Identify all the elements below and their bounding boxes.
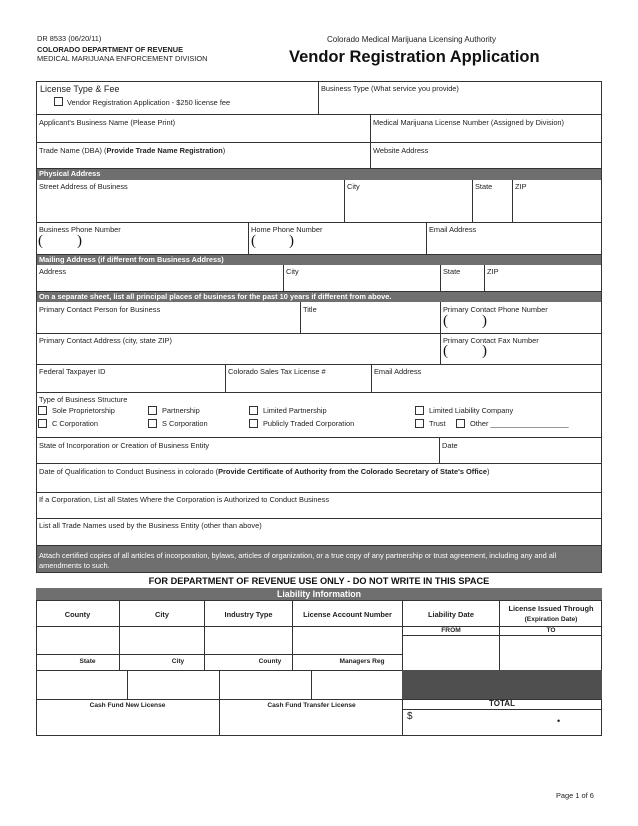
zip-field[interactable]	[513, 192, 601, 220]
cash-transfer-cell[interactable]	[220, 711, 402, 735]
licensing-authority: Colorado Medical Marijuana Licensing Authority	[327, 35, 496, 44]
title-label: Title	[303, 305, 317, 314]
decimal-dot: •	[557, 716, 561, 726]
limited-partnership-checkbox[interactable]	[249, 406, 258, 415]
taxpayer-id-label: Federal Taxpayer ID	[39, 367, 106, 376]
corp-states-label: If a Corporation, List all States Where the Corporation is Authorized to Conduct Business	[39, 495, 330, 504]
business-type-label: Business Type (What service you provide)	[321, 84, 459, 93]
corp-states-field[interactable]	[37, 505, 601, 518]
state-incorporation-label: State of Incorporation or Creation of Business Entity	[39, 441, 210, 450]
sole-proprietorship-checkbox[interactable]	[38, 406, 47, 415]
state-incorporation-field[interactable]	[37, 450, 438, 463]
mailing-city-label: City	[286, 267, 299, 276]
col-county: County	[64, 610, 91, 619]
public-corporation-checkbox[interactable]	[249, 419, 258, 428]
title-field[interactable]	[301, 315, 439, 331]
c-corporation-checkbox[interactable]	[38, 419, 47, 428]
mailing-state-field[interactable]	[441, 276, 483, 290]
state-cell[interactable]	[37, 671, 127, 699]
home-phone-field[interactable]	[300, 236, 424, 252]
sales-tax-label: Colorado Sales Tax License #	[228, 367, 326, 376]
form-title: Vendor Registration Application	[289, 48, 540, 66]
taxpayer-id-field[interactable]	[37, 377, 224, 391]
public-corporation-label: Publicly Traded Corporation	[263, 419, 355, 428]
mailing-city-field[interactable]	[284, 276, 439, 290]
contact-fax-close-paren: )	[482, 343, 487, 359]
trust-checkbox[interactable]	[415, 419, 424, 428]
trade-names-field[interactable]	[37, 531, 601, 544]
mailing-address-header: Mailing Address (if different from Business Address)	[37, 255, 601, 265]
city-cell[interactable]	[120, 627, 204, 654]
c-corporation-label: C Corporation	[52, 419, 99, 428]
trade-name-label: Trade Name (DBA) (Provide Trade Name Registration)	[39, 146, 226, 155]
county-col: County	[258, 658, 282, 665]
col-expiration: (Expiration Date)	[524, 616, 578, 623]
street-label: Street Address of Business	[39, 182, 128, 191]
email2-label: Email Address	[374, 367, 422, 376]
contact-fax-label: Primary Contact Fax Number	[443, 336, 539, 345]
form-number: DR 8533 (06/20/11)	[37, 34, 102, 43]
col-liability-date: Liability Date	[428, 610, 474, 619]
principal-places-header: On a separate sheet, list all principal places of business for the past 10 years if different from above.	[37, 292, 601, 302]
other-label: Other ___________________	[470, 419, 569, 428]
contact-phone-open-paren: (	[443, 313, 448, 329]
shaded-block	[402, 670, 602, 699]
dollar-sign: $	[407, 711, 413, 722]
mailing-address-field[interactable]	[37, 276, 282, 290]
col-industry: Industry Type	[224, 610, 273, 619]
state-label: State	[475, 182, 493, 191]
business-phone-open-paren: (	[38, 233, 43, 249]
limited-partnership-label: Limited Partnership	[263, 406, 327, 415]
contact-person-label: Primary Contact Person for Business	[39, 305, 161, 314]
license-option-label: Vendor Registration Application - $250 license fee	[67, 98, 231, 107]
home-phone-close-paren: )	[289, 233, 294, 249]
trade-names-label: List all Trade Names used by the Business Entity (other than above)	[39, 521, 262, 530]
contact-phone-label: Primary Contact Phone Number	[443, 305, 548, 314]
other-checkbox[interactable]	[456, 419, 465, 428]
incorporation-date-field[interactable]	[440, 450, 601, 463]
total-label: TOTAL	[489, 699, 515, 708]
total-field[interactable]	[416, 711, 556, 733]
llc-checkbox[interactable]	[415, 406, 424, 415]
email-label: Email Address	[429, 225, 477, 234]
industry-cell[interactable]	[205, 627, 292, 654]
county2-cell[interactable]	[220, 671, 311, 699]
contact-fax-open-paren: (	[443, 343, 448, 359]
managers-cell[interactable]	[312, 671, 402, 699]
city-field[interactable]	[345, 192, 472, 220]
city2-cell[interactable]	[128, 671, 219, 699]
state-col: State	[79, 658, 96, 665]
col-city: City	[155, 610, 169, 619]
contact-phone-close-paren: )	[482, 313, 487, 329]
sales-tax-field[interactable]	[226, 377, 370, 391]
to-label: TO	[546, 627, 556, 634]
page-number: Page 1 of 6	[556, 791, 594, 800]
physical-address-header: Physical Address	[37, 169, 601, 180]
col-account: License Account Number	[303, 610, 392, 619]
trust-label: Trust	[429, 419, 446, 428]
zip-label: ZIP	[515, 182, 527, 191]
business-phone-close-paren: )	[77, 233, 82, 249]
home-phone-label: Home Phone Number	[251, 225, 323, 234]
business-phone-field[interactable]	[90, 236, 246, 252]
mailing-state-label: State	[443, 267, 461, 276]
llc-label: Limited Liability Company	[429, 406, 514, 415]
liability-to-cell[interactable]	[500, 636, 601, 670]
contact-fax-field[interactable]	[493, 346, 599, 362]
qualification-field[interactable]	[37, 477, 601, 491]
s-corporation-label: S Corporation	[162, 419, 208, 428]
website-label: Website Address	[373, 146, 429, 155]
partnership-checkbox[interactable]	[148, 406, 157, 415]
col-issued-through: License Issued Through	[508, 604, 594, 613]
cash-transfer-label: Cash Fund Transfer License	[267, 702, 356, 709]
partnership-label: Partnership	[162, 406, 200, 415]
street-field[interactable]	[37, 192, 344, 220]
account-cell[interactable]	[293, 627, 402, 654]
email-field[interactable]	[427, 236, 601, 252]
city-col: City	[171, 658, 185, 665]
trade-name-field[interactable]	[37, 155, 370, 168]
from-label: FROM	[441, 627, 461, 634]
mmj-license-field[interactable]	[371, 127, 601, 141]
s-corporation-checkbox[interactable]	[148, 419, 157, 428]
county-cell[interactable]	[37, 627, 119, 654]
attach-note: Attach certified copies of all articles of incorporation, bylaws, articles of organization, or a true copy of any partnership or trust agreement, including any and all amendments to such.	[37, 546, 601, 572]
mailing-address-label: Address	[39, 267, 67, 276]
cash-new-label: Cash Fund New License	[89, 702, 166, 709]
incorporation-date-label: Date	[442, 441, 458, 450]
contact-address-label: Primary Contact Address (city, state ZIP)	[39, 336, 172, 345]
dept-use-banner: FOR DEPARTMENT OF REVENUE USE ONLY - DO NOT WRITE IN THIS SPACE	[148, 576, 490, 586]
city-label: City	[347, 182, 360, 191]
email2-field[interactable]	[372, 377, 601, 391]
qualification-label: Date of Qualification to Conduct Business in colorado (Provide Certificate of Authority from the Colorado Secretary of State's Office)	[39, 467, 490, 476]
website-field[interactable]	[371, 155, 601, 168]
business-name-field[interactable]	[37, 127, 370, 141]
cash-new-cell[interactable]	[37, 711, 219, 735]
sole-proprietorship-label: Sole Proprietorship	[52, 406, 115, 415]
liability-header: Liability Information	[36, 588, 602, 600]
managers-col: Managers Reg	[339, 658, 385, 665]
mmj-license-label: Medical Marijuana License Number (Assigned by Division)	[373, 118, 565, 127]
business-name-label: Applicant's Business Name (Please Print)	[39, 118, 176, 127]
business-phone-label: Business Phone Number	[39, 225, 121, 234]
vendor-registration-checkbox[interactable]	[54, 97, 63, 106]
mailing-zip-label: ZIP	[487, 267, 499, 276]
contact-address-field[interactable]	[37, 346, 439, 362]
home-phone-open-paren: (	[251, 233, 256, 249]
mailing-zip-field[interactable]	[485, 276, 601, 290]
state-field[interactable]	[473, 192, 512, 220]
division-name: MEDICAL MARIJUANA ENFORCEMENT DIVISION	[37, 54, 208, 63]
liability-from-cell[interactable]	[403, 636, 499, 670]
structure-label: Type of Business Structure	[39, 395, 128, 404]
license-type-label: License Type & Fee	[40, 84, 120, 94]
department-name: COLORADO DEPARTMENT OF REVENUE	[37, 45, 184, 54]
contact-person-field[interactable]	[37, 315, 299, 331]
contact-phone-field[interactable]	[493, 316, 599, 331]
